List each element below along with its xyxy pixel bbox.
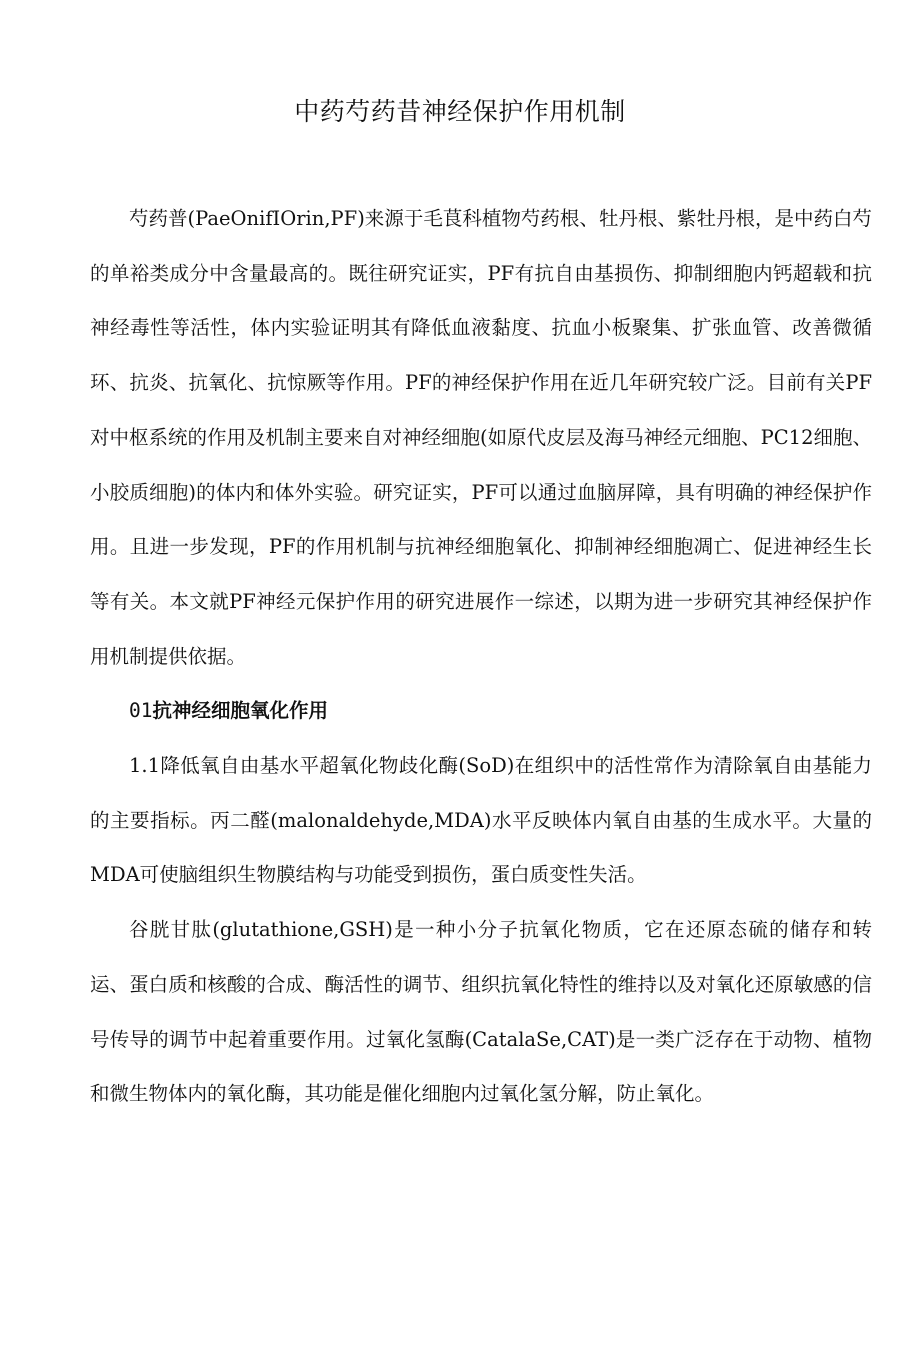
document-title: 中药芍药昔神经保护作用机制: [294, 97, 626, 126]
section-paragraph-1: 1.1降低氧自由基水平超氧化物歧化酶(SoD)在组织中的活性常作为清除氧自由基能力的主要指标。丙二醛(malonaldehyde,MDA)水平反映体内氧自由基的生成水平。大量的MDA可使脑组织生物膜结构与功能受到损伤，蛋白质变性失活。: [90, 754, 872, 887]
intro-paragraph: 芍药普(PaeOnifIOrin,PF)来源于毛茛科植物芍药根、牡丹根、紫牡丹根，是中药白芍的单裕类成分中含量最高的。既往研究证实，PF有抗自由基损伤、抑制细胞内钙超载和抗神经毒性等活性，体内实验证明其有降低血液黏度、抗血小板聚集、扩张血管、改善微循环、抗炎、抗氧化、抗惊厥等作用。PF的神经保护作用在近几年研究较广泛。目前有关PF对中枢系统的作用及机制主要来自对神经细胞(如原代皮层及海马神经元细胞、PC12细胞、小胶质细胞)的体内和体外实验。研究证实，PF可以通过血脑屏障，具有明确的神经保护作用。且进一步发现，PF的作用机制与抗神经细胞氧化、抑制神经细胞凋亡、促进神经生长等有关。本文就PF神经元保护作用的研究进展作一综述，以期为进一步研究其神经保护作用机制提供依据。: [90, 207, 872, 668]
section-number: 01: [129, 699, 153, 723]
section-heading: [90, 684, 872, 739]
document-body: [90, 192, 872, 1122]
section-heading-text: 抗神经细胞氧化作用: [152, 699, 328, 723]
section-paragraph-2: 谷胱甘肽(glutathione,GSH)是一种小分子抗氧化物质，它在还原态硫的储存和转运、蛋白质和核酸的合成、酶活性的调节、组织抗氧化特性的维持以及对氧化还原敏感的信号传导的调节中起着重要作用。过氧化氢酶(CatalaSe,CAT)是一类广泛存在于动物、植物和微生物体内的氧化酶，其功能是催化细胞内过氧化氢分解，防止氧化。: [90, 918, 872, 1106]
